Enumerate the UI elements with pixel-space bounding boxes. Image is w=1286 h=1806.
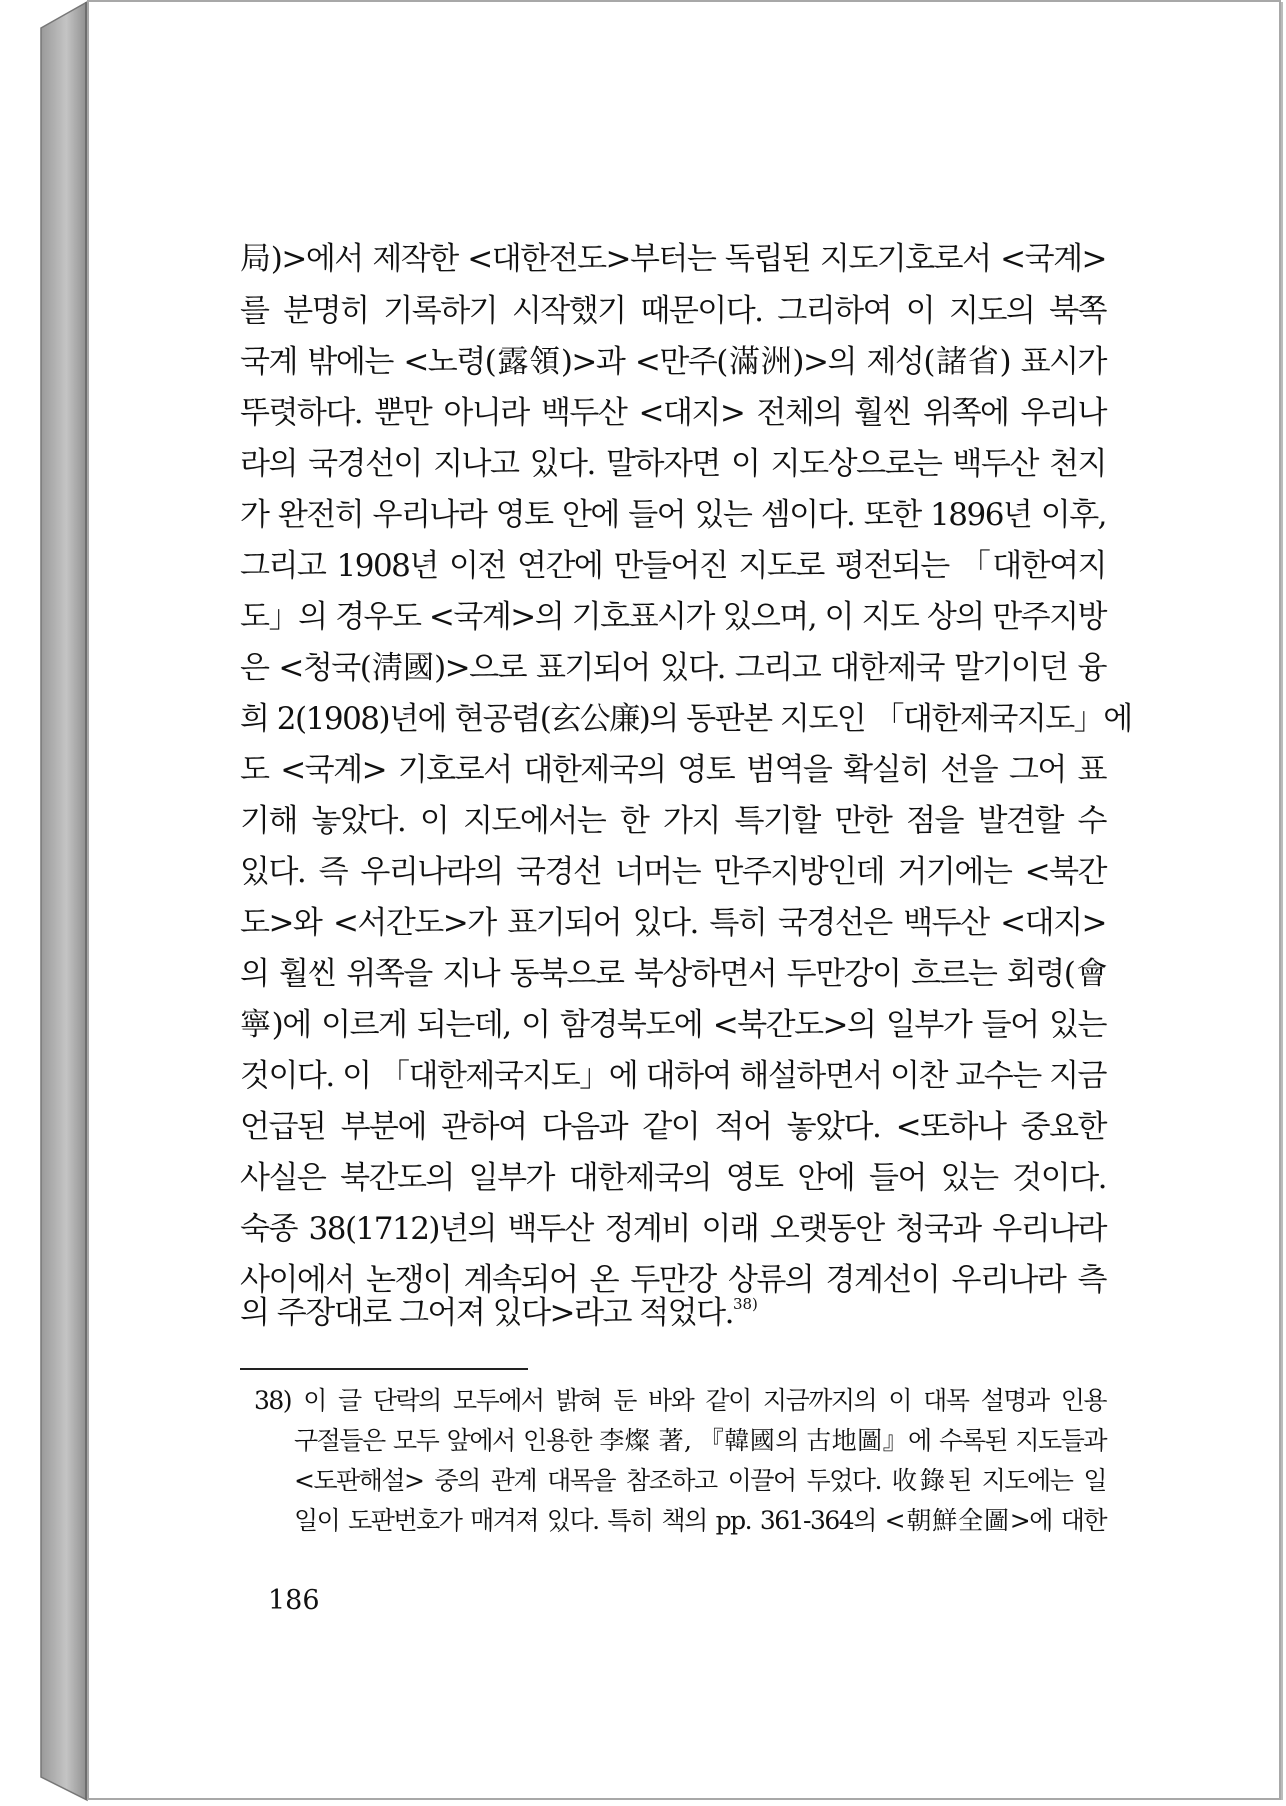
footnote-line: 일이 도판번호가 매겨져 있다. 특히 책의 pp. 361-364의 <朝鮮全圖>에 대한 — [294, 1506, 1106, 1535]
text-line: 있다. 즉 우리나라의 국경선 너머는 만주지방인데 거기에는 <북간 — [240, 854, 1106, 890]
footnote-first-line: 이 글 단락의 모두에서 밝혀 둔 바와 같이 지금까지의 이 대목 설명과 인용 — [303, 1386, 1107, 1415]
text-line: 숙종 38(1712)년의 백두산 정계비 이래 오랫동안 청국과 우리나라 — [240, 1211, 1106, 1247]
text-line: 局)>에서 제작한 <대한전도>부터는 독립된 지도기호로서 <국계> — [240, 241, 1106, 277]
text-line: 寧)에 이르게 되는데, 이 함경북도에 <북간도>의 일부가 들어 있는 — [240, 1007, 1106, 1043]
text-line: 은 <청국(淸國)>으로 표기되어 있다. 그리고 대한제국 말기이던 융 — [240, 650, 1106, 686]
text-line: 희 2(1908)년에 현공렴(玄公廉)의 동판본 지도인 「대한제국지도」에 — [240, 701, 1132, 737]
text-line: 것이다. 이 「대한제국지도」에 대하여 해설하면서 이찬 교수는 지금 — [240, 1058, 1106, 1094]
text-line: 가 완전히 우리나라 영토 안에 들어 있는 셈이다. 또한 1896년 이후, — [240, 497, 1106, 533]
text-line: 그리고 1908년 이전 연간에 만들어진 지도로 평전되는 「대한여지 — [240, 548, 1106, 584]
footnote-separator — [240, 1368, 528, 1370]
text-line: 사이에서 논쟁이 계속되어 온 두만강 상류의 경계선이 우리나라 측 — [240, 1262, 1106, 1298]
page-number: 186 — [268, 1585, 320, 1616]
text-line-last — [240, 1290, 758, 1336]
text-line: 의 훨씬 위쪽을 지나 동북으로 북상하면서 두만강이 흐르는 회령(會 — [240, 956, 1106, 992]
text-line: 도」의 경우도 <국계>의 기호표시가 있으며, 이 지도 상의 만주지방 — [240, 599, 1106, 635]
footnote-line: 구절들은 모두 앞에서 인용한 李燦 著, 『韓國의 古地圖』에 수록된 지도들과 — [294, 1426, 1106, 1455]
text-line: 라의 국경선이 지나고 있다. 말하자면 이 지도상으로는 백두산 천지 — [240, 446, 1106, 482]
footnote-line: <도판해설> 중의 관계 대목을 참조하고 이끌어 두었다. 收錄된 지도에는 일 — [294, 1466, 1106, 1495]
footnote-line — [254, 1382, 1106, 1420]
text-line: 국계 밖에는 <노령(露領)>과 <만주(滿洲)>의 제성(諸省) 표시가 — [240, 344, 1106, 380]
text-line: 를 분명히 기록하기 시작했기 때문이다. 그리하여 이 지도의 북쪽 — [240, 293, 1106, 329]
text-line: 기해 놓았다. 이 지도에서는 한 가지 특기할 만한 점을 발견할 수 — [240, 803, 1106, 839]
text-line: 도 <국계> 기호로서 대한제국의 영토 범역을 확실히 선을 그어 표 — [240, 752, 1106, 788]
footnote-marker: 38) — [254, 1386, 292, 1415]
text-line: 언급된 부분에 관하여 다음과 같이 적어 놓았다. <또하나 중요한 — [240, 1109, 1106, 1145]
footnote-reference: 38) — [732, 1295, 758, 1313]
text-line: 도>와 <서간도>가 표기되어 있다. 특히 국경선은 백두산 <대지> — [240, 905, 1106, 941]
text-line: 뚜렷하다. 뿐만 아니라 백두산 <대지> 전체의 훨씬 위쪽에 우리나 — [240, 395, 1106, 431]
last-line-text: 의 주장대로 그어져 있다>라고 적었다. — [240, 1295, 733, 1331]
text-line: 사실은 북간도의 일부가 대한제국의 영토 안에 들어 있는 것이다. — [240, 1160, 1106, 1196]
